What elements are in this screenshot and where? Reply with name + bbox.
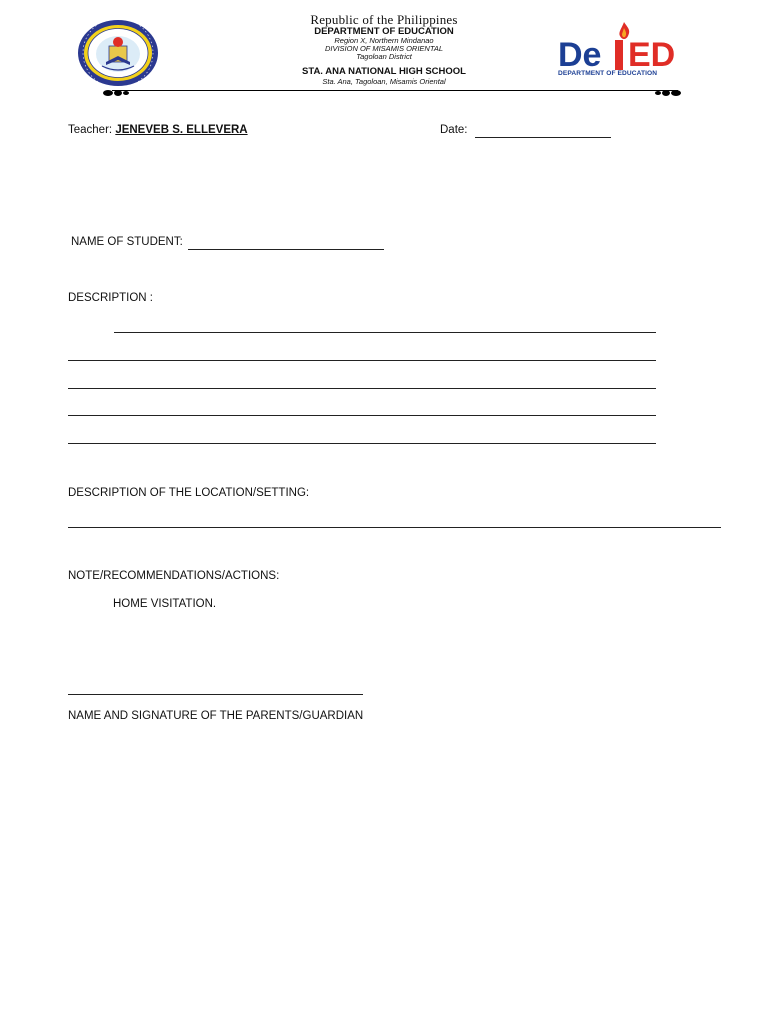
republic-heading: Republic of the Philippines — [310, 12, 458, 27]
teacher-label: Teacher: — [68, 124, 113, 136]
school-name: STA. ANA NATIONAL HIGH SCHOOL — [302, 66, 466, 77]
description-line[interactable] — [68, 443, 656, 444]
description-line[interactable] — [114, 332, 656, 333]
note-label: NOTE/RECOMMENDATIONS/ACTIONS: — [68, 570, 280, 582]
description-label: DESCRIPTION : — [68, 292, 153, 304]
teacher-row — [68, 124, 248, 136]
svg-text:De: De — [558, 36, 602, 74]
svg-text:ED: ED — [628, 36, 676, 74]
deped-logo-caption: DEPARTMENT OF EDUCATION — [558, 70, 658, 77]
location-label: DESCRIPTION OF THE LOCATION/SETTING: — [68, 487, 310, 499]
note-value: HOME VISITATION. — [113, 598, 217, 610]
right-flourish-icon — [652, 85, 682, 103]
signature-label: NAME AND SIGNATURE OF THE PARENTS/GUARDIAN — [68, 710, 364, 722]
signature-line[interactable] — [68, 694, 363, 695]
deped-logo-icon — [556, 18, 696, 82]
location-field[interactable] — [68, 527, 721, 528]
student-label: NAME OF STUDENT: — [71, 236, 183, 248]
date-field[interactable] — [475, 137, 611, 138]
student-name-field[interactable] — [188, 249, 384, 250]
division-text: DIVISION OF MISAMIS ORIENTAL — [324, 44, 444, 53]
teacher-name: JENEVEB S. ELLEVERA — [115, 124, 248, 136]
header-divider — [112, 90, 678, 91]
school-address: Sta. Ana, Tagoloan, Misamis Oriental — [322, 77, 446, 86]
description-line[interactable] — [68, 360, 656, 361]
left-flourish-icon — [102, 85, 132, 103]
description-line[interactable] — [68, 415, 656, 416]
region-text: Region X, Northern Mindanao — [334, 36, 434, 45]
department-heading: DEPARTMENT OF EDUCATION — [314, 26, 454, 37]
date-label: Date: — [440, 124, 468, 136]
district-text: Tagoloan District — [356, 52, 412, 61]
description-line[interactable] — [68, 388, 656, 389]
